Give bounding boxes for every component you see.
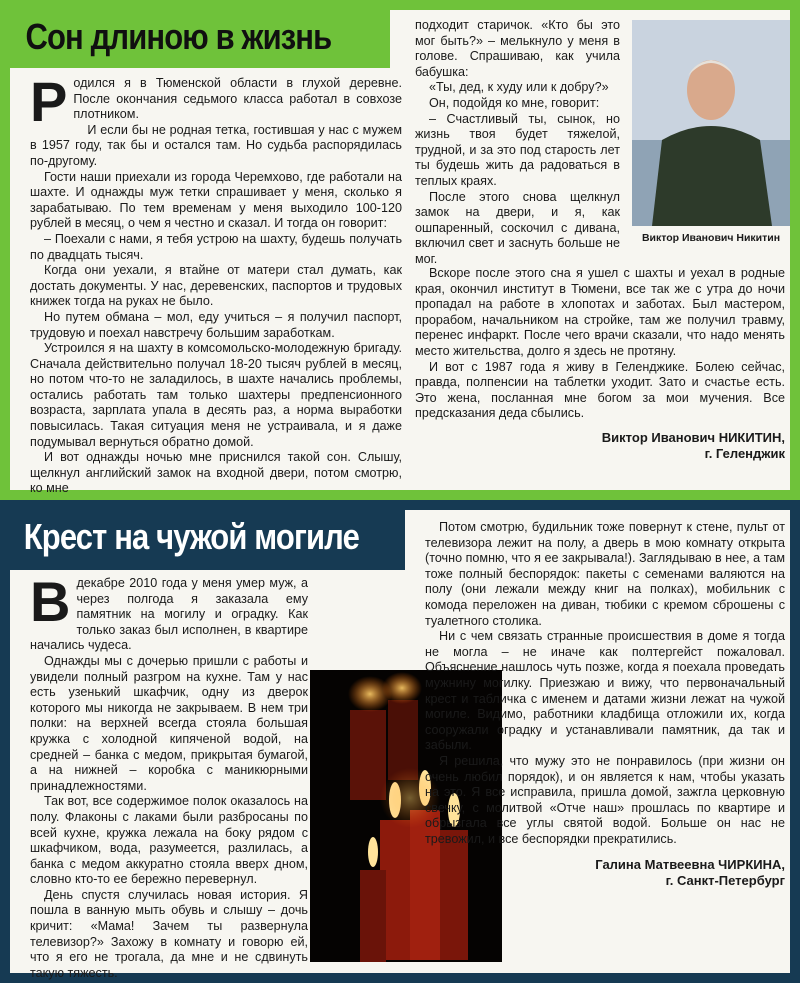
paragraph: Гости наши приехали из города Черемхово, где работали на шахте. И однажды муж тетки спрашивает у меня, сколько я зарабатываю. По тем временам у меня выходило 100-120 рублей в месяц, о чем я честно и сказал. И тогда он говорит: [30,169,402,231]
paragraph: Ни с чем связать странные происшествия в доме я тогда не могла – не иначе как полтергейст пожаловал. Объяснение нашлось чуть позже, когда я поехала проведать мужнину могилку. Приезжаю и вижу, что первоначальный крест и табличка с именем и датами жизни лежат на чужой могиле. Видимо, работники кладбища отложили их, когда сооружали оградку и устанавливали памятник, да так и забыли. [425,629,785,753]
paragraph: И если бы не родная тетка, гостившая у нас с мужем в 1957 году, так бы и остался там. Но судьба распорядилась по-другому. [30,122,402,168]
paragraph: Однажды мы с дочерью пришли с работы и увидели полный разгром на кухне. Там у нас есть узенький шкафчик, одну из дверок которого мы никогда не закрываем. В нем три полки: на верхней всегда стояла большая кружка с холодной кипяченой водой, на средней – банка с медом, прикрытая бумагой, а на нижней – коробка с маникюрными принадлежностями. [30,653,308,793]
article-2-page [10,510,790,980]
article-2-frame [0,500,800,983]
paragraph: После этого снова щелкнул замок на двери, и я, как ошпаренный, соскочил с дивана, включил свет и заснуть больше не мог. [415,189,620,266]
article-1-title: Сон длиною в жизнь [25,16,332,57]
portrait-image [632,20,790,226]
article-1-header [10,10,390,68]
article-2-header [10,510,405,570]
signature-name: Виктор Иванович НИКИТИН, [601,429,785,445]
paragraph: подходит старичок. «Кто бы это мог быть?» – мелькнуло у меня в голове. Спрашиваю, как учила бабушка: [415,18,620,79]
article-1-column-1 [30,70,402,497]
signature-city: г. Геленджик [704,445,785,461]
paragraph: Родился я в Тюменской области в глухой деревне. После окончания седьмого класса работал в совхозе плотником. [30,70,402,133]
paragraph: Он, подойдя ко мне, говорит: [429,95,600,110]
paragraph: Так вот, все содержимое полок оказалось на полу. Флаконы с лаками были разбросаны по всей кухне, кружка лежала на боку рядом с шкафчиком, вода, разумеется, разлилась, а банка с медом аккуратно стояла вверх дном, словно кто-то ее бережно перевернул. [30,794,308,887]
paragraph: И вот с 1987 года я живу в Геленджике. Болею сейчас, правда, полпенсии на таблетки уходит. Зато и счастье есть. Это жена, посланная мне богом за мои мучения. Все предсказания деда сбылись. [415,359,785,421]
article-2-column-1 [30,570,308,981]
article-2-column-2 [425,520,785,889]
author-photo [632,20,790,250]
photo-caption: Виктор Иванович Никитин [632,226,790,250]
paragraph: «Ты, дед, к худу или к добру?» [429,80,609,95]
article-1-page [10,10,790,496]
drop-cap: Р [30,70,68,133]
paragraph: Когда они уехали, я втайне от матери стал думать, как достать документы. У нас, деревенских, паспортов и трудовых книжек тогда на руках не было. [30,263,402,309]
paragraph: Потом смотрю, будильник тоже повернут к стене, пульт от телевизора лежит на полу, а дверь в мою комнату открыта (точно помню, что я ее закрывала!). Заглядываю в нее, а там тоже полный беспорядок: пакеты с семенами валяются на полу (они лежали между книг на полках), мобильник с комода переложен на диван, тюбики с кремом сброшены с туалетного столика. [425,520,785,628]
signature-name: Галина Матвеевна ЧИРКИНА, [595,857,785,873]
paragraph: День спустя случилась новая история. Я пошла в ванную мыть обувь и слышу – дочь кричит: «Мама! Зачем ты развернула телевизор?» Захожу в комнату и говорю ей, что я его не трогала, да мне и не сдвинуть такую тяжесть. [30,887,308,980]
article-1-column-2b [415,266,785,462]
paragraph: – Поехали с нами, я тебя устрою на шахту, будешь получать по двадцать тысяч. [30,231,402,262]
paragraph: Устроился я на шахту в комсомольско-молодежную бригаду. Сначала действительно получал 18-20 тысяч рублей в месяц, но потом что-то не заладилось, в шахте начались проблемы, остались работать там только шахтеры предпенсионного возраста, зарплата упала в десять раз, а норма выработки повысилась. Такая ситуация меня не устраивала, и я даже подумывал вернуться обратно домой. [30,341,402,449]
article-2-title: Крест на чужой могиле [23,516,359,557]
paragraph: Но путем обмана – мол, еду учиться – я получил паспорт, трудовую и поехал навстречу большим заработкам. [30,309,402,340]
paragraph: Вдекабре 2010 года у меня умер муж, а через полгода я заказала ему памятник на могилу и оградку. Как только заказ был исполнен, в квартире начались чудеса. [30,570,308,653]
signature-city: г. Санкт-Петербург [665,873,785,889]
paragraph: Я решила, что мужу это не понравилось (при жизни он очень любил порядок), и он является к нам, чтобы указать на это. Я все исправила, пришла домой, зажгла церковную свечку, с молитвой «Отче наш» прошлась по квартире и обрызгала все углы святой водой. Больше он нас не тревожил, и все беспорядки прекратились. [425,753,785,846]
article-1-column-2a [415,18,620,268]
paragraph: – Счастливый ты, сынок, но жизнь твоя будет тяжелой, трудной, и за это под старость лет ты будешь жить да радоваться в теплых краях. [415,111,620,188]
paragraph: Вскоре после этого сна я ушел с шахты и уехал в родные края, окончил институт в Тюмени, все так же с утра до ночи пропадал на работе в хлопотах и заботах. Был мастером, прорабом, начальником на стройке, там же получил травму, перенес инфаркт. После чего врачи сказали, что надо менять место жительства, долго я здесь не протяну. [415,266,785,358]
paragraph: И вот однажды ночью мне приснился такой сон. Слышу, щелкнул английский замок на входной двери, потом смотрю, ко мне [30,450,402,496]
drop-cap: В [30,570,71,633]
